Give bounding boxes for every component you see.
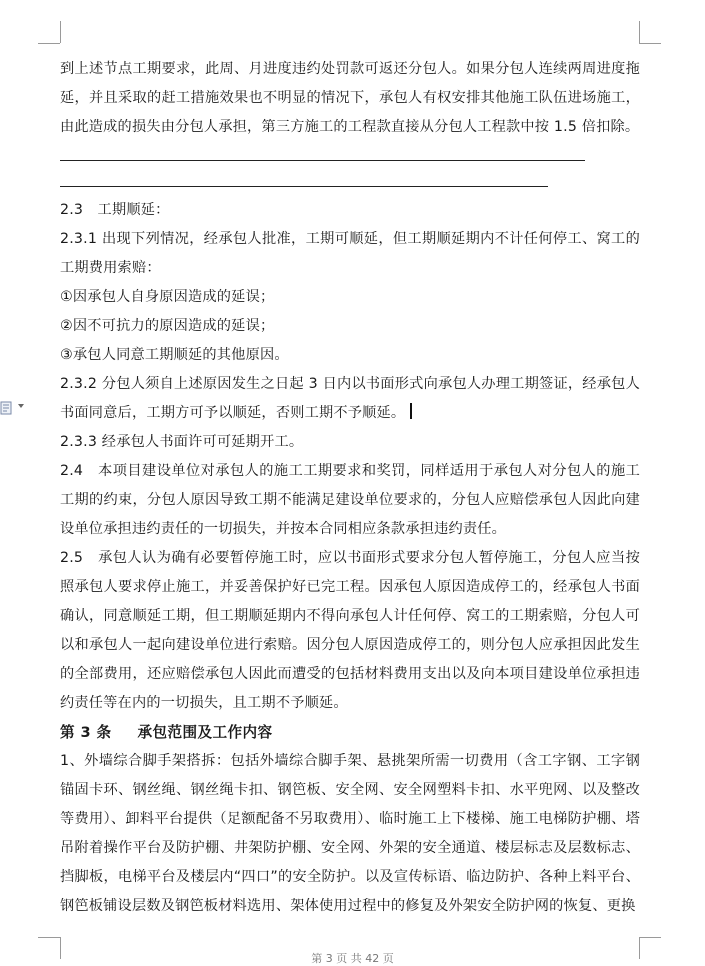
- page-number-footer: 第 3 页 共 42 页: [311, 952, 394, 965]
- underline-rule-2: [60, 186, 548, 187]
- list-item-1: ①因承包人自身原因造成的延误；: [60, 289, 275, 305]
- article-3-item-1: 1、外墙综合脚手架搭拆：包括外墙综合脚手架、悬挑架所需一切费用（含工字钢、工字钢锚固卡环、钢丝绳、钢丝绳卡扣、钢笆板、安全网、安全网塑料卡扣、水平兜网、以及整改等费用）、卸料平台提供（足额配备不另取费用）、临时施工上下楼梯、施工电梯防护棚、塔吊附着操作平台及防护棚、井架防护棚、安全网、外架的安全通道、楼层标志及层数标志、挡脚板，电梯平台及楼层内“四口”的安全防护。以及宣传标语、临边防护、各种上料平台、钢笆板铺设层数及钢笆板材料选用、架体使用过程中的修复及外架安全防护网的恢复、更换: [60, 753, 640, 914]
- clause-2-3-2-text: 2.3.2 分包人须自上述原因发生之日起 3 日内以书面形式向承包人办理工期签证，经承包人书面同意后，工期方可予以顺延，否则工期不予顺延。: [60, 376, 640, 421]
- crop-mark-top-right-h: [639, 43, 661, 44]
- list-item-3: ③承包人同意工期顺延的其他原因。: [60, 347, 289, 363]
- paragraph-continuation: 到上述节点工期要求，此周、月进度违约处罚款可返还分包人。如果分包人连续两周进度拖延，并且采取的赶工措施效果也不明显的情况下，承包人有权安排其他施工队伍进场施工，由此造成的损失由分包人承担，第三方施工的工程款直接从分包人工程款中按 1.5 倍扣除。: [60, 61, 640, 135]
- crop-mark-top-left-v: [60, 21, 61, 43]
- crop-mark-bottom-left-h: [38, 937, 60, 938]
- chevron-down-icon[interactable]: [18, 404, 24, 408]
- document-icon[interactable]: [0, 400, 13, 414]
- article-3-title: 承包范围及工作内容: [137, 724, 273, 741]
- article-3-number: 第 3 条: [60, 724, 112, 741]
- clause-2-5: 2.5 承包人认为确有必要暂停施工时，应以书面形式要求分包人暂停施工，分包人应当按照承包人要求停止施工，并妥善保护好已完工程。因承包人原因造成停工的，经承包人书面确认，同意顺延工期，但工期顺延期内不得向承包人计任何停、窝工的工期索赔，分包人可以和承包人一起向建设单位进行索赔。因分包人原因造成停工的，则分包人应承担因此发生的全部费用，还应赔偿承包人因此而遭受的包括材料费用支出以及向本项目建设单位承担违约责任等在内的一切损失，且工期不予顺延。: [60, 550, 640, 711]
- crop-mark-top-right-v: [639, 21, 640, 43]
- list-item-2: ②因不可抗力的原因造成的延误；: [60, 318, 275, 334]
- clause-2-3-1: 2.3.1 出现下列情况，经承包人批准，工期可顺延，但工期顺延期内不计任何停工、窝工的工期费用索赔：: [60, 231, 640, 276]
- clause-2-4: 2.4 本项目建设单位对承包人的施工工期要求和奖罚，同样适用于承包人对分包人的施工工期的约束，分包人原因导致工期不能满足建设单位要求的，分包人应赔偿承包人因此向建设单位承担违约责任的一切损失，并按本合同相应条款承担违约责任。: [60, 463, 640, 537]
- clause-2-3-3: 2.3.3 经承包人书面许可可延期开工。: [60, 434, 304, 450]
- underline-rule-1: [60, 160, 585, 161]
- clause-2-3-2: [60, 370, 640, 428]
- article-3-heading: [60, 718, 272, 747]
- crop-mark-bottom-right-h: [639, 937, 661, 938]
- text-cursor: [410, 403, 411, 419]
- section-2-3-heading: 2.3 工期顺延：: [60, 202, 170, 218]
- crop-mark-top-left-h: [38, 43, 60, 44]
